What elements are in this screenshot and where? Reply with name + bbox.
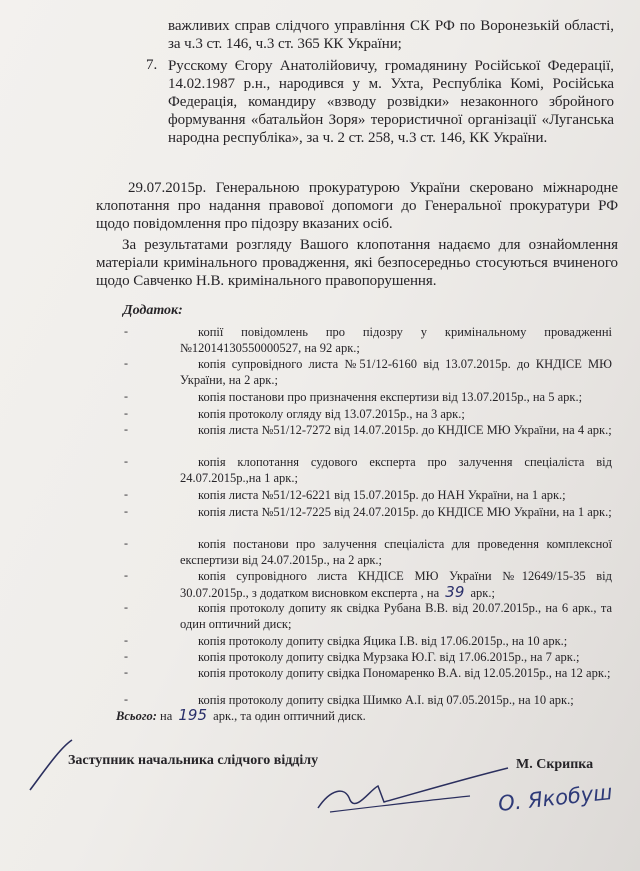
attachment-text: копія постанови про призначення експертизи від 13.07.2015р., на 5 арк.; <box>198 390 583 404</box>
total-prefix: на <box>160 709 173 723</box>
attachment-text: копія протоколу допиту як свідка Рубана В.В. від 20.07.2015р., на 6 арк., та один оптичний диск; <box>180 601 612 631</box>
list-dash: - <box>124 406 128 420</box>
attachment-text-before: копія супровідного листа КНДІСЕ МЮ України №12649/15-35 від 30.07.2015р., з додатком висновком експерта , на <box>180 569 612 600</box>
attachments-title: Додаток: <box>123 303 183 318</box>
list-dash: - <box>124 356 128 370</box>
attachment-text: копія протоколу допиту свідка Шимко А.І. від 07.05.2015р., на 10 арк.; <box>198 693 574 707</box>
signature-scribble <box>318 768 508 808</box>
list-dash: - <box>124 389 128 403</box>
attachment-text: копія протоколу допиту свідка Пономаренко В.А. від 12.05.2015р., на 12 арк.; <box>198 666 611 680</box>
list-dash: - <box>124 649 128 663</box>
attachment-text: копія листа №51/12-7272 від 14.07.2015р. до КНДІСЕ МЮ України, на 4 арк.; <box>198 423 612 437</box>
list-dash: - <box>124 454 128 468</box>
total-line <box>116 706 366 724</box>
attachment-text: копія листа №51/12-6221 від 15.07.2015р. до НАН України, на 1 арк.; <box>198 488 566 502</box>
list-dash: - <box>124 422 128 436</box>
signatory-name: М. Скрипка <box>516 757 594 772</box>
attachment-text: копія листа №51/12-7225 від 24.07.2015р. до КНДІСЕ МЮ України, на 1 арк.; <box>198 505 612 519</box>
attachment-text: копія протоколу допиту свідка Мурзака Ю.Г. від 17.06.2015р., на 7 арк.; <box>198 650 580 664</box>
total-suffix: арк., та один оптичний диск. <box>213 709 366 723</box>
list-dash: - <box>124 692 128 706</box>
continuation-text: важливих справ слідчого управління СК РФ по Воронезькій області, за ч.3 ст. 146, ч.3 ст. 365 КК України; <box>168 18 614 52</box>
handwritten-note: О. Якобуш <box>497 780 614 816</box>
signatory-title: Заступник начальника слідчого відділу <box>68 753 319 768</box>
list-dash: - <box>124 665 128 679</box>
list-dash: - <box>124 324 128 338</box>
attachment-text: копія протоколу допиту свідка Яцика І.В. від 17.06.2015р., на 10 арк.; <box>198 634 568 648</box>
paragraph-gpu: 29.07.2015р. Генеральною прокуратурою України скеровано міжнародне клопотання про надання правової допомоги до Генеральної прокуратури РФ щодо повідомлення про підозру вказаних осіб. <box>96 180 618 232</box>
list-dash: - <box>124 487 128 501</box>
attachment-text: копія клопотання судового експерта про залучення спеціаліста від 24.07.2015р.,на 1 арк.; <box>180 455 612 485</box>
attachment-text <box>180 568 612 601</box>
signature-flourish <box>30 740 72 790</box>
list-dash: - <box>124 600 128 614</box>
handwritten-sheet-count: 39 <box>445 583 465 601</box>
handwritten-total: 195 <box>178 706 208 724</box>
signature-underline <box>330 796 470 812</box>
item-7-text: Русскому Єгору Анатолійовичу, громадянину Російської Федерації, 14.02.1987 р.н., народився у м. Ухта, Республіка Комі, Російська Федерація, командиру «взводу розвідки» незаконного збройного формування «батальйон Зоря» терористичної організації «Луганська народна республіка», за ч. 2 ст. 258, ч.3 ст. 146, КК України. <box>168 58 614 146</box>
attachment-text: копія постанови про залучення спеціаліста для проведення комплексної експертизи від 24.07.2015р., на 2 арк.; <box>180 537 612 567</box>
total-label: Всього: <box>116 709 157 723</box>
attachment-text: копії повідомлень про підозру у кримінальному провадженні №12014130550000527, на 92 арк.; <box>180 325 612 355</box>
list-dash: - <box>124 568 128 582</box>
paragraph-results: За результатами розгляду Вашого клопотання надаємо для ознайомлення матеріали кримінального провадження, які безпосередньо стосуються вчиненого щодо Савченко Н.В. кримінального правопорушення. <box>96 237 618 289</box>
list-dash: - <box>124 504 128 518</box>
item-number: 7. <box>146 57 158 73</box>
attachment-text: копія супровідного листа №51/12-6160 від 13.07.2015р. до КНДІСЕ МЮ України, на 2 арк.; <box>180 357 612 387</box>
attachment-text-after: арк.; <box>470 586 495 600</box>
list-dash: - <box>124 633 128 647</box>
attachment-text: копія протоколу огляду від 13.07.2015р., на 3 арк.; <box>198 407 465 421</box>
list-dash: - <box>124 536 128 550</box>
